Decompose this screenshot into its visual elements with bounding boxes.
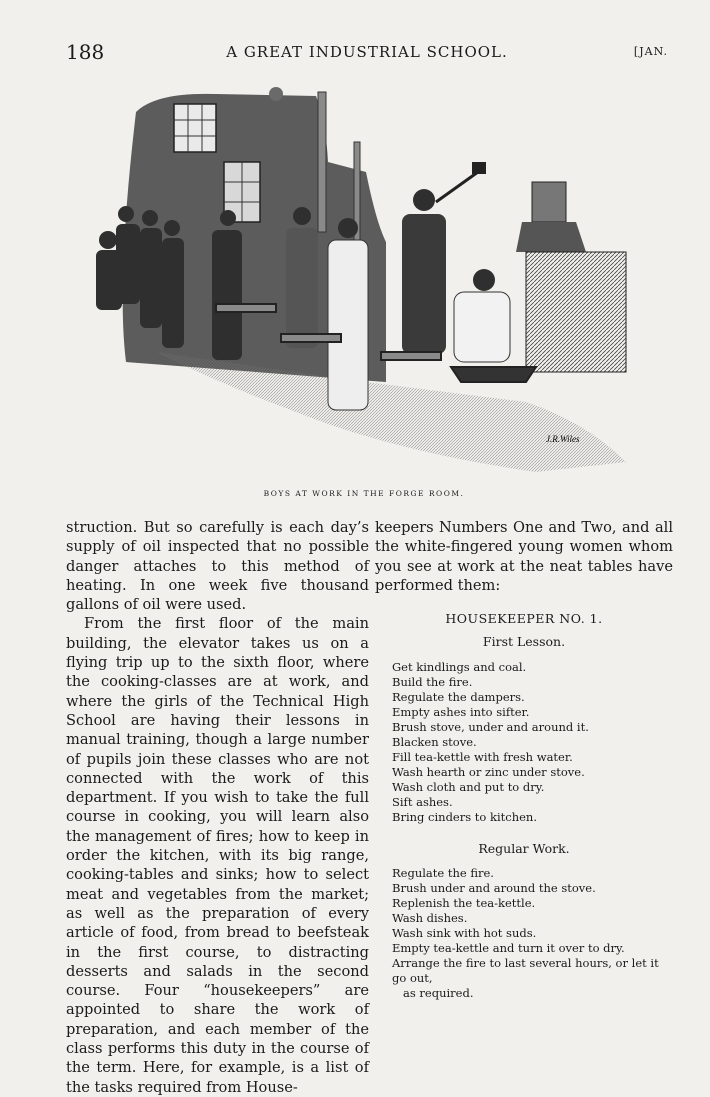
left-column [66,518,369,1097]
page-header [66,40,668,64]
list-title: HOUSEKEEPER NO. 1. [445,611,603,627]
list-item: Regulate the dampers. [392,689,525,704]
list-item: Regulate the fire. [392,866,494,881]
forge-hearth [526,252,626,372]
list-item: as required. [403,986,474,1001]
page-number: 188 [66,40,105,64]
list-item: Replenish the tea-kettle. [392,896,536,911]
list-item: Empty tea-kettle and turn it over to dry. [392,941,625,956]
right-column [375,518,673,1001]
regular-work-list [375,866,673,1001]
list-item: Blacken stove. [392,734,477,749]
artist-signature: J.R.Wiles [546,434,580,444]
list-item: Arrange the fire to last several hours, or let it go out, [392,956,659,986]
regular-work-heading: Regular Work. [478,840,570,856]
paragraph: struction. But so carefully is each day’s supply of oil inspected that no possible danger attaches to this method of heating. In one week five thousand gallons of oil were used. [66,519,369,614]
list-item: Wash dishes. [392,911,468,926]
forge-room-illustration [66,82,662,482]
list-item: Build the fire. [392,674,473,689]
window [174,104,216,152]
issue-month: [JAN. [633,45,668,58]
running-title: A GREAT INDUSTRIAL SCHOOL. [226,43,508,61]
first-lesson-heading: First Lesson. [482,634,566,650]
paragraph: keepers Numbers One and Two, and all the white-fingered young women whom you see at work at the neat tables have performed them: [375,519,673,594]
list-item: Brush under and around the stove. [392,881,596,896]
list-item: Wash hearth or zinc under stove. [392,764,585,779]
hammer [472,162,486,174]
list-item: Wash sink with hot suds. [392,926,537,941]
lamp [269,87,283,101]
list-item: Brush stove, under and around it. [392,719,589,734]
list-item: Sift ashes. [392,794,453,809]
list-item: Get kindlings and coal. [392,659,527,674]
illustration-caption: BOYS AT WORK IN THE FORGE ROOM. [263,489,465,498]
list-item: Fill tea-kettle with fresh water. [392,749,573,764]
list-item: Wash cloth and put to dry. [392,779,545,794]
list-item: Bring cinders to kitchen. [392,809,537,824]
first-lesson-list [375,660,673,825]
list-item: Empty ashes into sifter. [392,704,530,719]
paragraph: From the first floor of the main building, the elevator takes us on a flying trip up to the sixth floor, where the cooking-classes are at work, and where the girls of the Technical High School are having their lessons in manual training, though a large number of pupils join these classes who are not connected with the work of this department. If you wish to take the full course in cooking, you will learn also the management of fires; how to keep in order the kitchen, with its big range, cooking-tables and sinks; how to select meat and vegetables from the market; as well as the preparation of every article of food, from bread to beefsteak in the first course, to distracting desserts and salads in the second course. Four “housekeepers” are appointed to share the work of preparation, and each member of the class performs this duty in the course of the term. Here, for example, is a list of the tasks required from House- [66,615,369,1096]
